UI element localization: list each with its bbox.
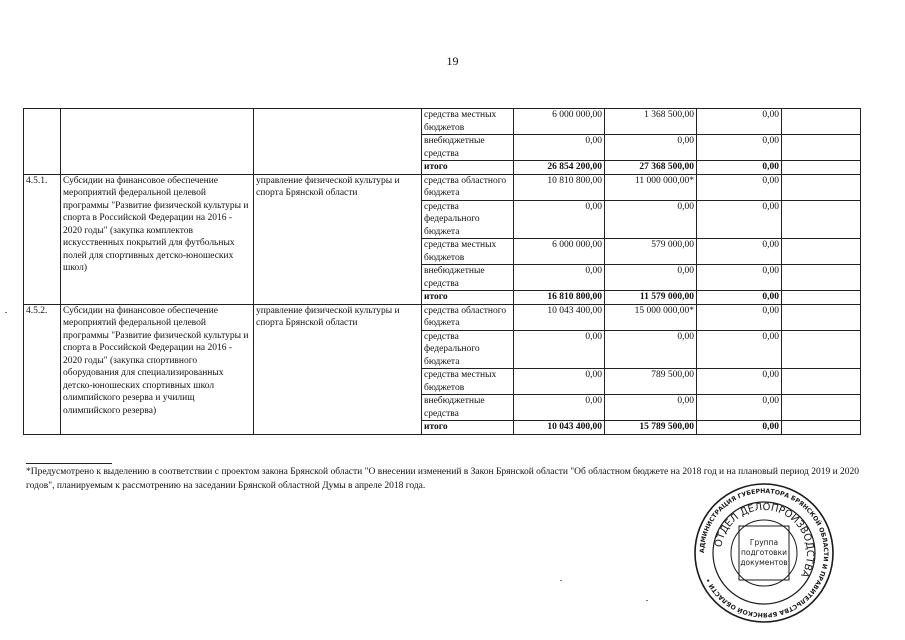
amount-2019-cell: 27 368 500,00 bbox=[605, 161, 697, 175]
amount-2020-cell: 0,00 bbox=[697, 395, 782, 421]
funding-source-cell: внебюджетные средства bbox=[422, 395, 514, 421]
funding-source-cell: средства федерального бюджета bbox=[422, 330, 514, 369]
page-number: 19 bbox=[446, 54, 459, 68]
item-number-cell: 4.5.1. bbox=[24, 174, 61, 304]
table-row bbox=[24, 304, 861, 330]
empty-cell bbox=[782, 135, 861, 161]
amount-2019-cell: 15 789 500,00 bbox=[605, 421, 697, 435]
empty-cell bbox=[782, 200, 861, 239]
amount-2020-cell: 0,00 bbox=[697, 174, 782, 200]
amount-2020-cell: 0,00 bbox=[697, 291, 782, 305]
amount-2018-cell: 16 810 800,00 bbox=[514, 291, 605, 305]
svg-text:Группа: Группа bbox=[749, 538, 779, 547]
empty-cell bbox=[782, 421, 861, 435]
item-name-cell bbox=[61, 109, 254, 175]
amount-2019-cell: 0,00 bbox=[605, 265, 697, 291]
empty-cell bbox=[782, 330, 861, 369]
amount-2020-cell: 0,00 bbox=[697, 135, 782, 161]
amount-2018-cell: 6 000 000,00 bbox=[514, 109, 605, 135]
amount-2018-cell: 10 043 400,00 bbox=[514, 304, 605, 330]
amount-2018-cell: 0,00 bbox=[514, 369, 605, 395]
empty-cell bbox=[782, 109, 861, 135]
executor-cell: управление физической культуры и спорта Брянской области bbox=[254, 174, 422, 304]
funding-source-cell: внебюджетные средства bbox=[422, 265, 514, 291]
amount-2018-cell: 0,00 bbox=[514, 395, 605, 421]
svg-text:документов: документов bbox=[740, 558, 788, 567]
empty-cell bbox=[782, 265, 861, 291]
amount-2018-cell: 0,00 bbox=[514, 330, 605, 369]
funding-source-cell: средства местных бюджетов bbox=[422, 369, 514, 395]
empty-cell bbox=[782, 304, 861, 330]
amount-2019-cell: 11 579 000,00 bbox=[605, 291, 697, 305]
amount-2018-cell: 10 810 800,00 bbox=[514, 174, 605, 200]
budget-table-body bbox=[24, 109, 861, 435]
scan-speck bbox=[646, 600, 648, 601]
funding-source-cell: средства областного бюджета bbox=[422, 304, 514, 330]
amount-2019-cell: 789 500,00 bbox=[605, 369, 697, 395]
budget-table bbox=[23, 108, 861, 435]
item-number-cell: 4.5.2. bbox=[24, 304, 61, 434]
amount-2018-cell: 0,00 bbox=[514, 200, 605, 239]
empty-cell bbox=[782, 174, 861, 200]
amount-2018-cell: 26 854 200,00 bbox=[514, 161, 605, 175]
amount-2020-cell: 0,00 bbox=[697, 369, 782, 395]
funding-source-cell: итого bbox=[422, 291, 514, 305]
amount-2019-cell: 0,00 bbox=[605, 330, 697, 369]
funding-source-cell: итого bbox=[422, 161, 514, 175]
scan-speck bbox=[5, 312, 7, 313]
amount-2018-cell: 6 000 000,00 bbox=[514, 239, 605, 265]
amount-2018-cell: 0,00 bbox=[514, 265, 605, 291]
funding-source-cell: итого bbox=[422, 421, 514, 435]
official-stamp bbox=[693, 482, 835, 624]
executor-cell: управление физической культуры и спорта Брянской области bbox=[254, 304, 422, 434]
amount-2018-cell: 10 043 400,00 bbox=[514, 421, 605, 435]
table-row bbox=[24, 174, 861, 200]
amount-2019-cell: 0,00 bbox=[605, 395, 697, 421]
amount-2019-cell: 1 368 500,00 bbox=[605, 109, 697, 135]
amount-2020-cell: 0,00 bbox=[697, 161, 782, 175]
amount-2020-cell: 0,00 bbox=[697, 200, 782, 239]
amount-2019-cell: 11 000 000,00* bbox=[605, 174, 697, 200]
funding-source-cell: средства областного бюджета bbox=[422, 174, 514, 200]
amount-2020-cell: 0,00 bbox=[697, 304, 782, 330]
empty-cell bbox=[782, 239, 861, 265]
funding-source-cell: средства местных бюджетов bbox=[422, 239, 514, 265]
footnote-divider bbox=[26, 463, 112, 464]
amount-2020-cell: 0,00 bbox=[697, 109, 782, 135]
funding-source-cell: средства федерального бюджета bbox=[422, 200, 514, 239]
footnote: *Предусмотрено к выделению в соответствии с проектом закона Брянской области "О внесении изменений в Закон Брянской области "Об областном бюджете на 2018 год и на плановый период 2019 и 2020 годов", планируемым к рассмотрению на заседании Брянской областной Думы в апреле 2018 года. bbox=[26, 467, 860, 491]
scan-speck bbox=[560, 580, 562, 581]
amount-2019-cell: 579 000,00 bbox=[605, 239, 697, 265]
stamp-seal bbox=[693, 482, 835, 624]
amount-2020-cell: 0,00 bbox=[697, 239, 782, 265]
amount-2019-cell: 0,00 bbox=[605, 135, 697, 161]
svg-text:подготовки: подготовки bbox=[741, 548, 787, 557]
item-name-cell: Субсидии на финансовое обеспечение мероприятий федеральной целевой программы "Развитие физической культуры и спорта в Российской Федерации на 2016 - 2020 годы" (закупка спортивного оборудования для специализированных детско-юношеских спортивных школ олимпийского резерва и училищ олимпийского резерва) bbox=[61, 304, 254, 434]
amount-2020-cell: 0,00 bbox=[697, 421, 782, 435]
amount-2019-cell: 0,00 bbox=[605, 200, 697, 239]
empty-cell bbox=[782, 369, 861, 395]
table-row bbox=[24, 109, 861, 135]
amount-2018-cell: 0,00 bbox=[514, 135, 605, 161]
svg-text:АДМИНИСТРАЦИЯ ГУБЕРНАТОРА БРЯН: АДМИНИСТРАЦИЯ ГУБЕРНАТОРА БРЯНСКОЙ ОБЛАСТИ И ПРАВИТЕЛЬСТВА БРЯНСКОЙ ОБЛАСТИ • bbox=[698, 487, 830, 619]
empty-cell bbox=[782, 161, 861, 175]
empty-cell bbox=[782, 395, 861, 421]
amount-2020-cell: 0,00 bbox=[697, 265, 782, 291]
executor-cell bbox=[254, 109, 422, 175]
svg-text:ОТДЕЛ ДЕЛОПРОИЗВОДСТВА: ОТДЕЛ ДЕЛОПРОИЗВОДСТВА bbox=[713, 501, 816, 580]
amount-2020-cell: 0,00 bbox=[697, 330, 782, 369]
empty-cell bbox=[782, 291, 861, 305]
amount-2019-cell: 15 000 000,00* bbox=[605, 304, 697, 330]
funding-source-cell: средства местных бюджетов bbox=[422, 109, 514, 135]
item-name-cell: Субсидии на финансовое обеспечение мероприятий федеральной целевой программы "Развитие физической культуры и спорта в Российской Федерации на 2016 - 2020 годы" (закупка комплектов искусственных покрытий для футбольных полей для спортивных детско-юношеских школ) bbox=[61, 174, 254, 304]
item-number-cell bbox=[24, 109, 61, 175]
funding-source-cell: внебюджетные средства bbox=[422, 135, 514, 161]
